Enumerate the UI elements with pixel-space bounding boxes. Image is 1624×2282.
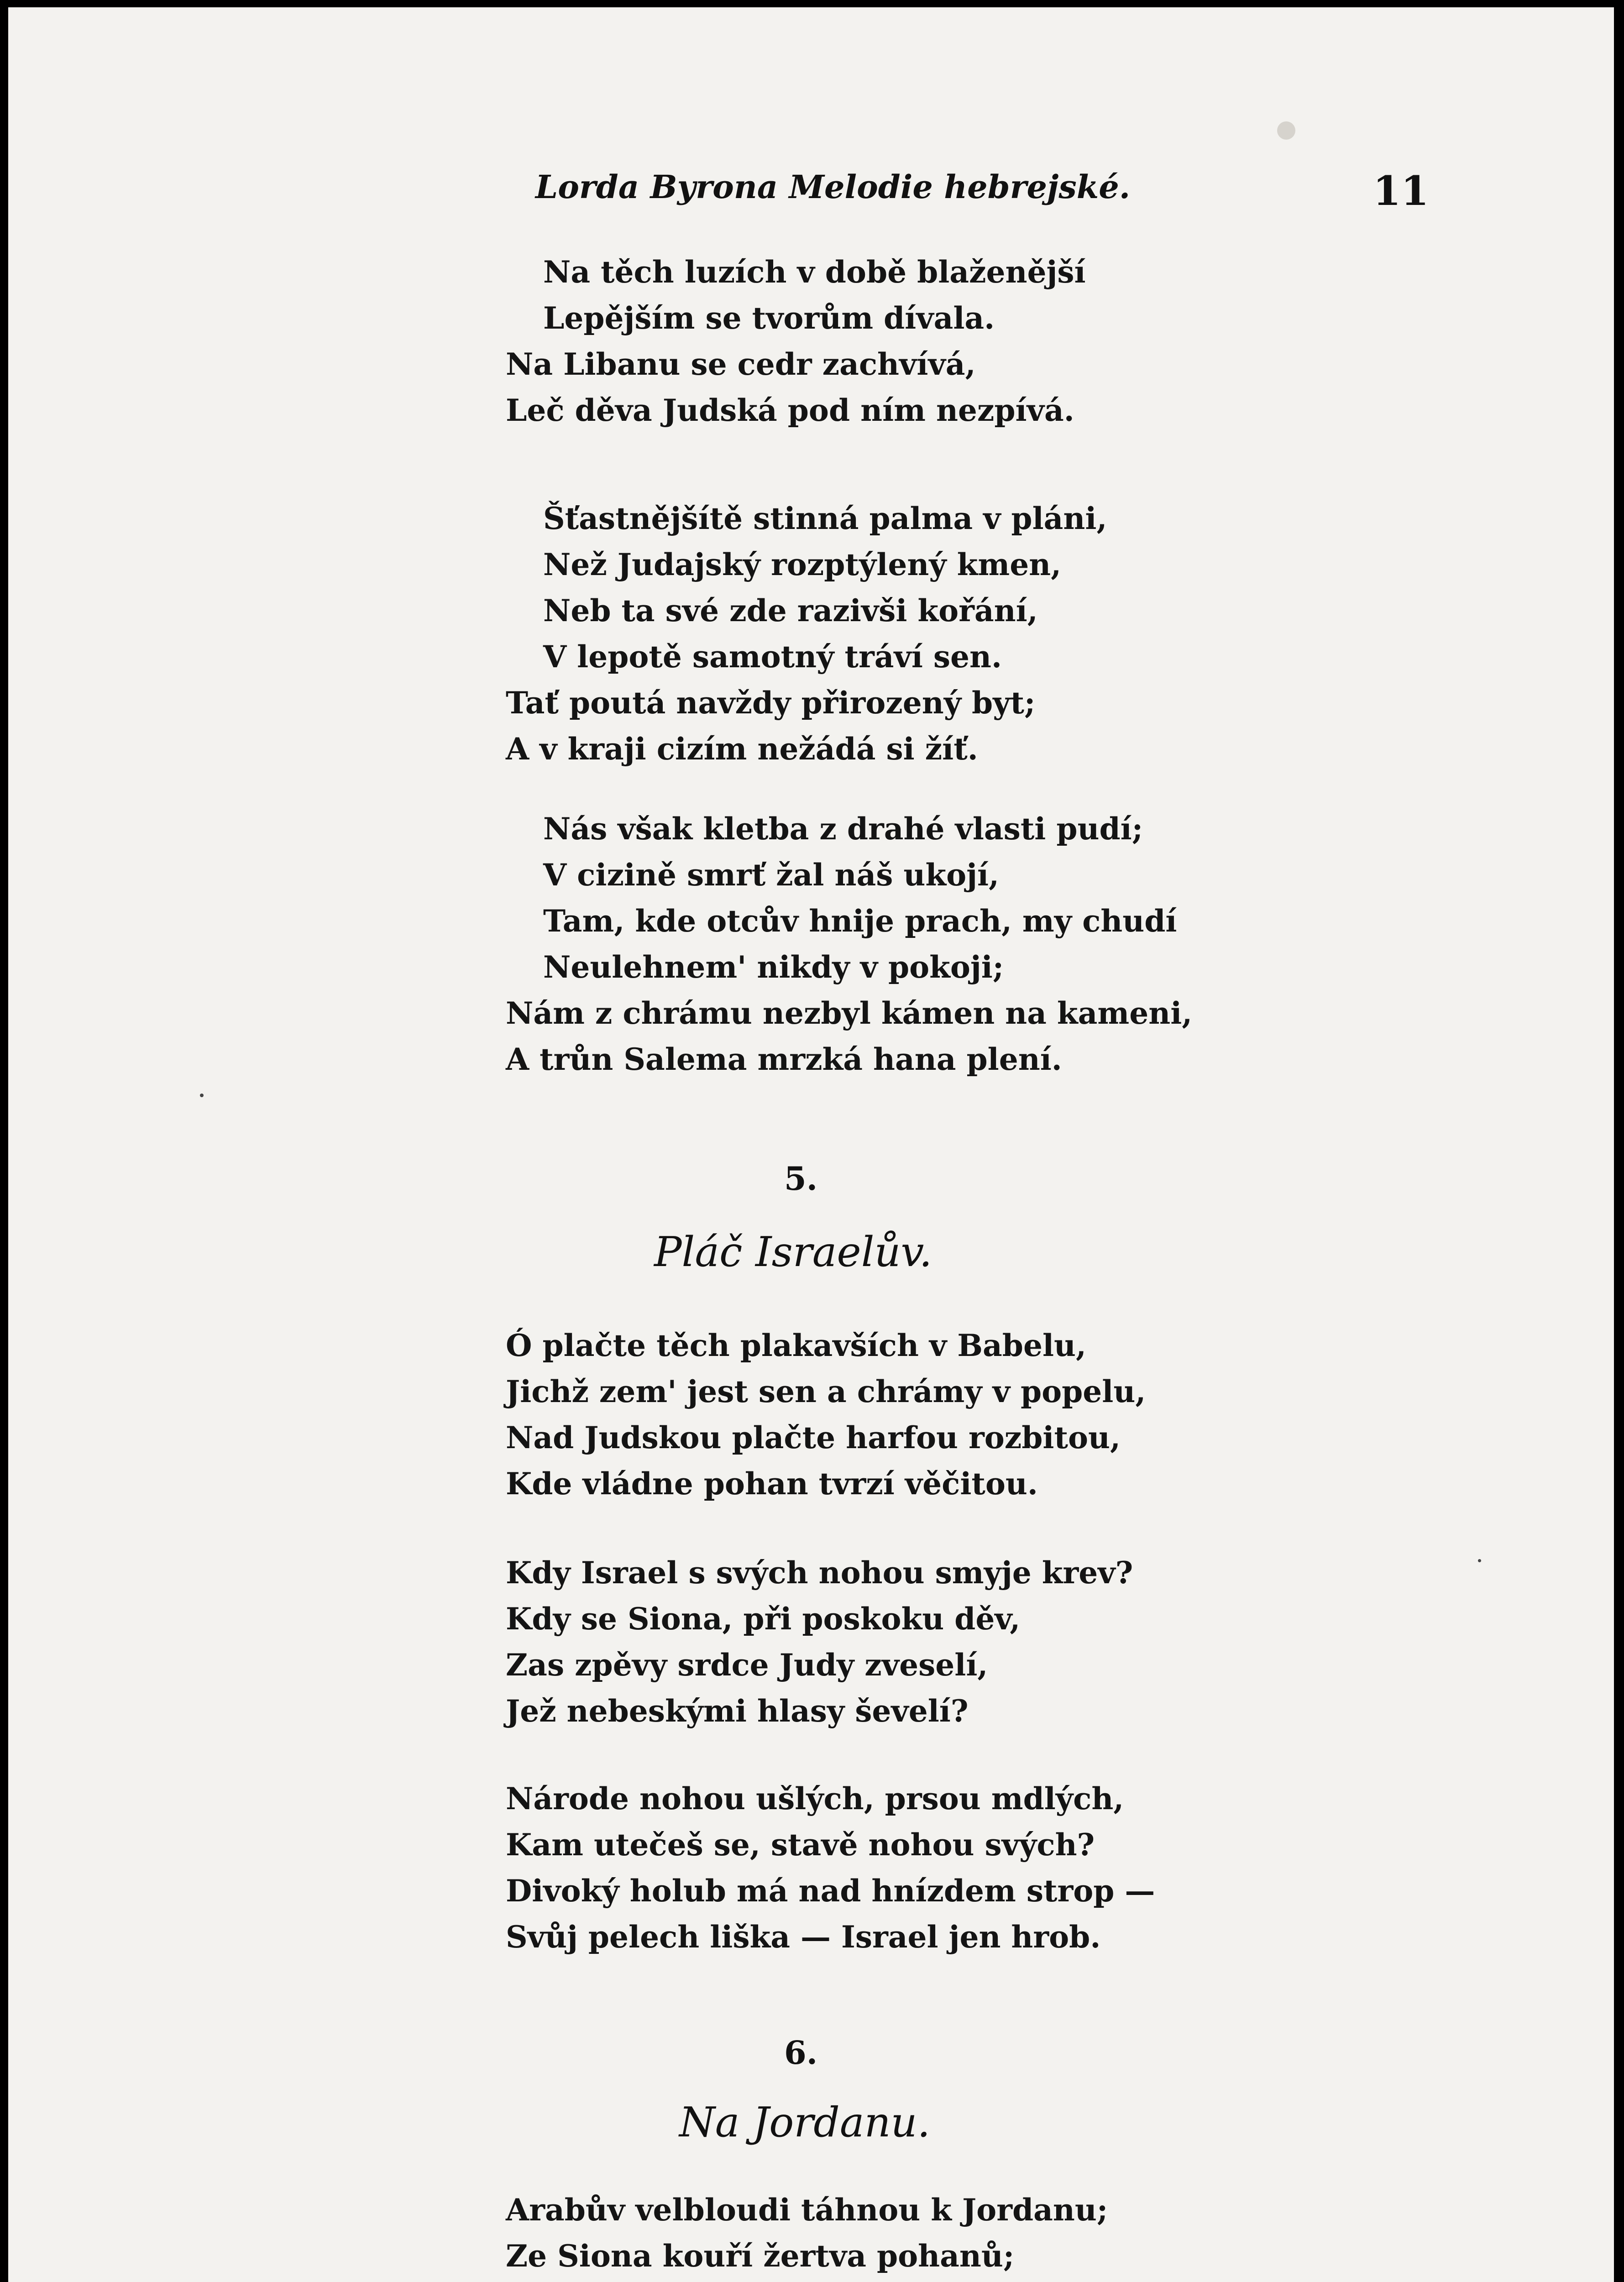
- poem-number: 6.: [784, 2034, 818, 2072]
- stanza: [506, 1550, 1133, 1734]
- verse-line: V lepotě samotný tráví sen.: [543, 639, 1002, 675]
- verse-line: A trůn Salema mrzká hana plení.: [506, 1042, 1062, 1077]
- verse-line: Divoký holub má nad hnízdem strop —: [506, 1873, 1155, 1909]
- verse-line: Jichž zem' jest sen a chrámy v popelu,: [506, 1374, 1146, 1409]
- verse-line: Nás však kletba z drahé vlasti pudí;: [543, 811, 1143, 847]
- verse-line: Kam utečeš se, stavě nohou svých?: [506, 1827, 1095, 1863]
- verse-line: Neulehnem' nikdy v pokoji;: [543, 949, 1004, 985]
- poem-title: Pláč Israelův.: [654, 1228, 932, 1276]
- stanza: [506, 1323, 1146, 1507]
- verse-line: Kdy Israel s svých nohou smyje krev?: [506, 1555, 1133, 1591]
- verse-line: Kde vládne pohan tvrzí věčitou.: [506, 1466, 1038, 1502]
- verse-line: Svůj pelech liška — Israel jen hrob.: [506, 1919, 1101, 1955]
- verse-line: Zas zpěvy srdce Judy zveselí,: [506, 1647, 988, 1683]
- stanza: [506, 806, 1192, 1083]
- verse-line: Národe nohou ušlých, prsou mdlých,: [506, 1781, 1124, 1816]
- verse-line: Jež nebeskými hlasy ševelí?: [506, 1693, 969, 1729]
- verse-line: Kdy se Siona, při poskoku děv,: [506, 1601, 1021, 1637]
- verse-line: V cizině smrť žal náš ukojí,: [543, 857, 1000, 893]
- stanza: [506, 249, 1086, 434]
- poem-title: Na Jordanu.: [679, 2099, 931, 2146]
- verse-line: Na těch luzích v době blaženější: [543, 254, 1086, 290]
- verse-line: Na Libanu se cedr zachvívá,: [506, 346, 976, 382]
- verse-line: A v kraji cizím nežádá si žíť.: [506, 731, 978, 767]
- stanza: [506, 496, 1107, 772]
- verse-line: Ze Siona kouří žertva pohanů;: [506, 2238, 1015, 2274]
- verse-line: Leč děva Judská pod ním nezpívá.: [506, 393, 1074, 428]
- paper-speck: [200, 1094, 204, 1097]
- running-title: Lorda Byrona Melodie hebrejské.: [535, 168, 1131, 206]
- book-page: [8, 7, 1614, 2282]
- verse-line: Nad Judskou plačte harfou rozbitou,: [506, 1420, 1121, 1455]
- page-number: 11: [1373, 167, 1429, 215]
- verse-line: Lepějším se tvorům dívala.: [543, 300, 995, 336]
- stanza: [506, 1776, 1155, 1960]
- verse-line: Tať poutá navždy přirozený byt;: [506, 685, 1036, 721]
- paper-speck: [1277, 121, 1295, 140]
- verse-line: [506, 2279, 1108, 2282]
- verse-line: Ó plačte těch plakavších v Babelu,: [506, 1328, 1086, 1363]
- poem-number: 5.: [784, 1160, 818, 1198]
- verse-line: Než Judajský rozptýlený kmen,: [543, 547, 1062, 582]
- verse-line: Šťastnějšítě stinná palma v pláni,: [543, 501, 1107, 536]
- verse-line: Arabův velbloudi táhnou k Jordanu;: [506, 2192, 1108, 2228]
- verse-line: Nám z chrámu nezbyl kámen na kameni,: [506, 995, 1193, 1031]
- verse-line: Tam, kde otcův hnije prach, my chudí: [543, 903, 1177, 939]
- stanza: [506, 2187, 1108, 2282]
- verse-line: Neb ta své zde razivši kořání,: [543, 593, 1038, 628]
- paper-speck: [1478, 1559, 1481, 1562]
